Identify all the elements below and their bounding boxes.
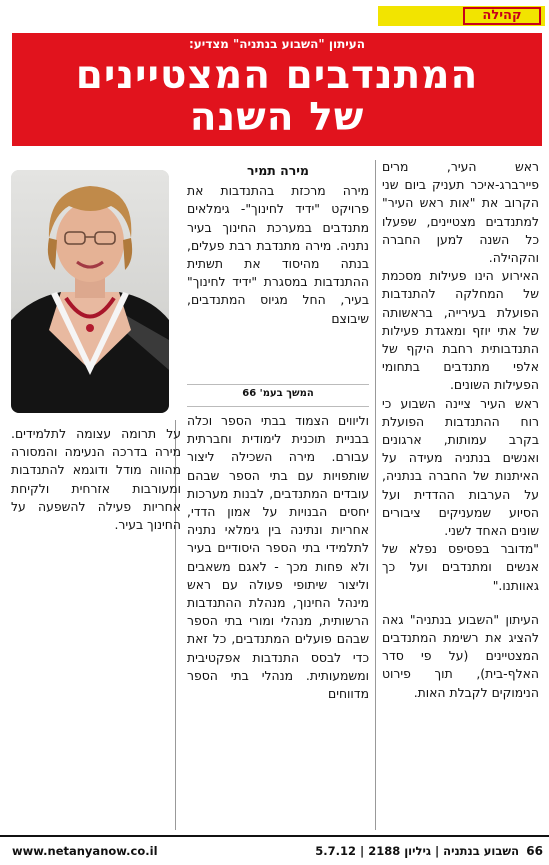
portrait-photo [11, 170, 169, 413]
paragraph: על תרומה עצומה לתלמידים. מירה בדרכה הנעימה והמסורה מהווה מודל ודוגמא להתנדבות ומעורבות אזרחית ולקיחת אחריות פעילה להשפעה על החינוך בעיר. [11, 426, 181, 533]
page-number: 66 [526, 844, 543, 858]
issue-info: השבוע בנתניה | גיליון 2188 | 5.7.12 [315, 844, 519, 858]
headline-line-2: של השנה [189, 95, 365, 140]
paragraph: ראש העיר ציינה השבוע כי רוח ההתנדבות הפועלת בקרב עמותות, ארגונים ואנשים בנתניה מעידה על האיתנות של החברה בנתניה, על הערבות ההדדית ועל הסיוע שמעניקים ציבורים שונים האחד לשני. [382, 395, 539, 539]
divider [187, 406, 369, 407]
paragraph: מירה מרכזת בהתנדבות את פרויקט "ידיד לחינוך"- גימלאים מתנדבים במערכת החינוך בעיר נתניה. מירה מתנדבת רבת פעלים, בנתה מהיסוד את תשתית ההתנדבות במסגרת "ידיד לחינוך" בעיר, החל מגיוס המתנדבים, שיבוצם [187, 183, 369, 326]
section-label: קהילה [482, 8, 522, 23]
continued-note: המשך בעמ' 66 [242, 388, 314, 399]
article-column-middle [187, 162, 369, 328]
paragraph: ראש העיר, מרים פיירברג-איכר תעניק ביום שני הקרוב את "אות ראש העיר" למתנדבים מצטיינים, שפעלו כל השנה למען החברה והקהילה. [382, 159, 539, 266]
article-column-right [382, 158, 539, 702]
paragraph: וליווים הצמוד בבתי הספר וכלה בבניית תוכנית לימודית וחברתית עבורם. מירה השכילה ליצור שותפויות עם בתי הספר שבהם עובדים המתנדבים, לבנות מערכות יחסים הבנויות על אמון הדדי, אחריות ונתינה בין גימלאי נתניה לתלמידי בתי הספר היסודיים בעיר ולא פחות מכך - לאגם משאבים וליצור שיתופי פעולה עם ראש מינהל החינוך, מנהלת ההתנדבות הרשותית, מנהלי ומורי בתי הספר שבהם פועלים המתנדבים, כל זאת כדי לבסס התנדבות אפקטיבית ומשמעותית. מנהלי בתי הספר מדווחים [187, 413, 369, 702]
paragraph: האירוע הינו פעילות מסכמת של המחלקה להתנדבות הפועלת בעירייה, בראשותה של אתי יוזף ומאגדת פעילות התנדבותית רחבת היקף של אלפי מתנדבים בתחומי הפעילות השונים. [382, 268, 539, 393]
headline-banner [12, 33, 542, 146]
headline-kicker: העיתון "השבוע בנתניה" מצדיע: [188, 37, 366, 51]
section-tab [463, 7, 541, 25]
paragraph: "מדובר בפסיפס נפלא של אנשים ומתנדבים ועל כך גאוותנו." [382, 541, 539, 593]
page-footer [0, 835, 549, 865]
article-column-left [11, 425, 181, 534]
byline: מירה תמיר [247, 163, 309, 178]
column-divider [375, 160, 376, 830]
headline [12, 55, 542, 139]
paragraph: העיתון "השבוע בנתניה" גאה להציג את רשימת המתנדבים המצטיינים (על פי סדר האלף-בית), תוך פירוט הנימוקים לקבלת האות. [382, 611, 539, 700]
section-bar [378, 6, 545, 26]
portrait-illustration [11, 170, 169, 413]
divider [187, 384, 369, 385]
website-url: www.netanyanow.co.il [12, 844, 158, 858]
article-column-middle-bottom [187, 412, 369, 703]
headline-line-1: המתנדבים המצטיינים [75, 53, 479, 98]
